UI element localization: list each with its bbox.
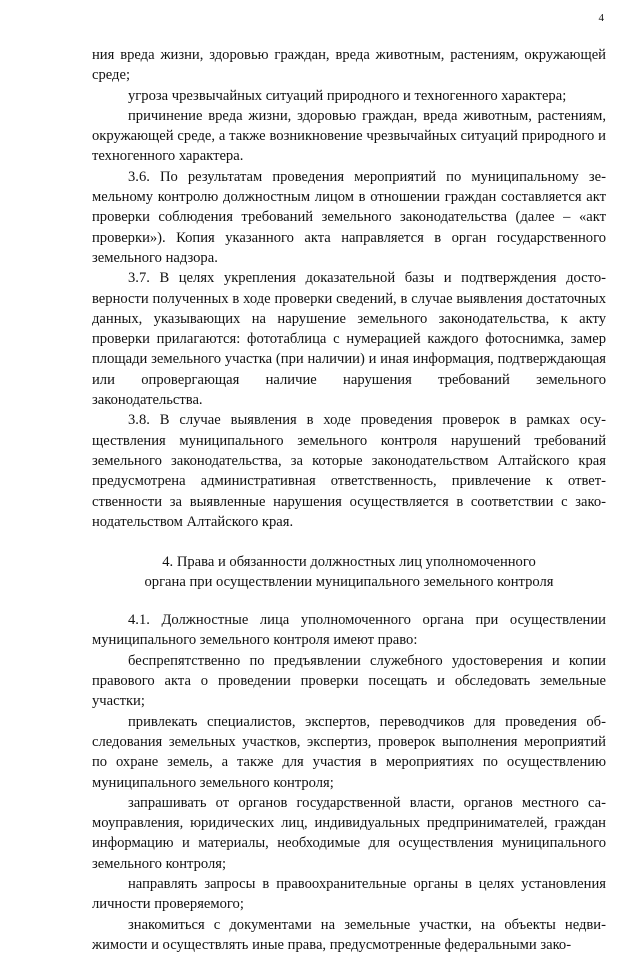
paragraphs-after — [92, 610, 606, 955]
paragraph-4-1: 4.1. Должностные лица уполномоченного органа при осуществлении муниципального земельного контроля имеют право: — [92, 612, 606, 649]
paragraphs-before — [92, 45, 606, 532]
paragraph: угроза чрезвычайных ситуаций природного и техногенного характера; — [128, 87, 567, 104]
paragraph-continuation: ния вреда жизни, здоровью граждан, вреда животным, растениям, окружающей среде; — [92, 47, 606, 84]
paragraph-3-8: 3.8. В случае выявления в ходе проведения проверок в рамках осуществления муниципального земельного контроля нарушений требований земельного законодательства, за которые законодательством Алтайского края предусмотрена административная ответственность, привлечение к ответственности за выявленные нарушения осуществляется в соответствии с законодательством Алтайского края. — [92, 412, 606, 530]
paragraph-3-6: 3.6. По результатам проведения мероприятий по муниципальному земельному контролю должностным лицом в отношении граждан составляется акт проверки соблюдения требований земельного законодательства (далее – «акт проверки»). Копия указанного акта направляется в орган государственного земельного надзора. — [92, 168, 606, 266]
section-heading-line-1: 4. Права и обязанности должностных лиц уполномоченного — [162, 554, 536, 571]
paragraph: запрашивать от органов государственной власти, органов местного самоуправления, юридических лиц, индивидуальных предпринимателей, граждан информацию и материалы, необходимые для осуществления муниципального земельного контроля; — [92, 794, 606, 872]
paragraph: причинение вреда жизни, здоровью граждан, вреда животным, растениям, окружающей среде, а также возникновение чрезвычайных ситуаций природного и техногенного характера. — [92, 107, 606, 165]
paragraph: знакомиться с документами на земельные участки, на объекты недвижимости и осуществлять иные права, предусмотренные федеральными зако- — [92, 916, 606, 953]
paragraph-3-7: 3.7. В целях укрепления доказательной базы и подтверждения достоверности полученных в ходе проверки сведений, в случае выявления достаточных данных, указывающих на нарушение земельного законодательства, к акту проверки прилагаются: фототаблица с нумерацией каждого фотоснимка, замер площади земельного участка (при наличии) и иная информация, подтверждающая или опровергающая наличие нарушения требований земельного законодательства. — [92, 270, 606, 409]
page-number: 4 — [598, 12, 604, 24]
document-body — [92, 45, 606, 955]
paragraph: привлекать специалистов, экспертов, переводчиков для проведения обследования земельных участков, экспертиз, проверок выполнения мероприятий по охране земель, а также для участия в мероприятиях по осуществлению муниципального земельного контроля; — [92, 713, 606, 791]
paragraph: направлять запросы в правоохранительные органы в целях установления личности проверяемого; — [92, 875, 606, 913]
paragraph: беспрепятственно по предъявлении служебного удостоверения и копии правового акта о проведении проверки посещать и обследовать земельные участки; — [92, 652, 606, 710]
section-heading — [92, 552, 606, 592]
section-heading-line-2: органа при осуществлении муниципального земельного контроля — [144, 574, 554, 591]
